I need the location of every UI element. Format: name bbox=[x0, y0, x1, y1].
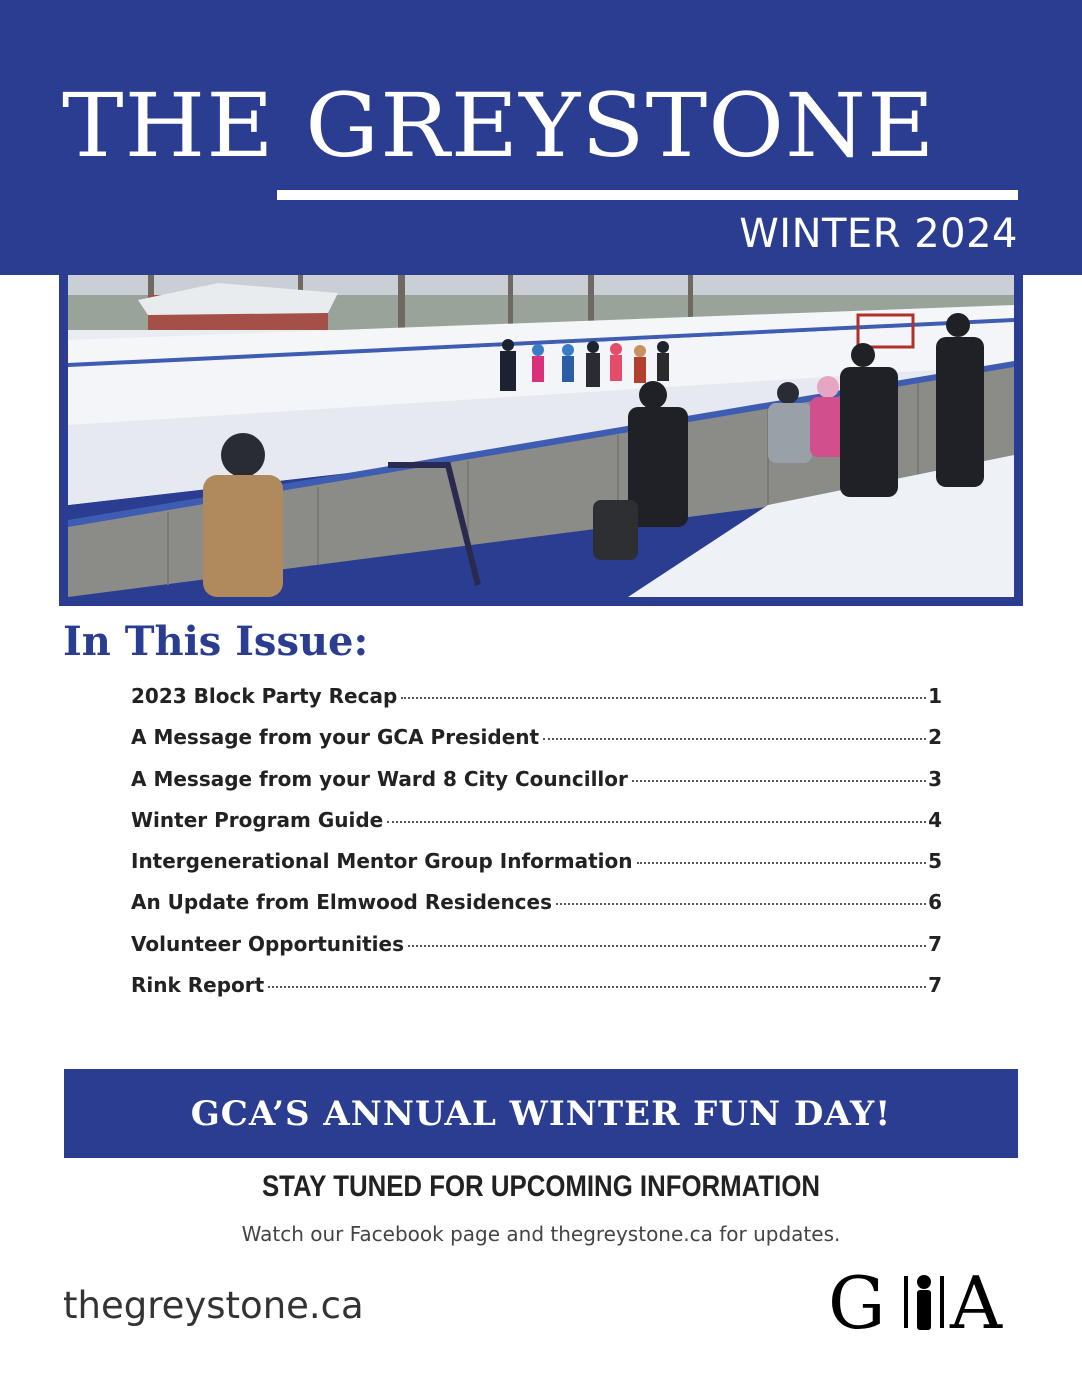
title-underline bbox=[277, 190, 1018, 200]
logo-people-icon bbox=[904, 1275, 944, 1330]
toc-item[interactable] bbox=[131, 767, 942, 808]
winter-fun-day-banner bbox=[64, 1069, 1018, 1158]
masthead bbox=[0, 0, 1082, 275]
logo-letter-a: A bbox=[950, 1268, 1002, 1334]
toc-item-label: Rink Report bbox=[131, 973, 265, 998]
rink-illustration bbox=[68, 275, 1014, 597]
toc-leader bbox=[637, 862, 927, 864]
toc-item-label: An Update from Elmwood Residences bbox=[131, 890, 553, 915]
newsletter-title: THE GREYSTONE bbox=[62, 74, 936, 177]
toc-leader bbox=[543, 738, 926, 740]
toc-leader bbox=[632, 780, 926, 782]
toc-item-label: 2023 Block Party Recap bbox=[131, 684, 398, 708]
toc-item-page: 6 bbox=[928, 890, 942, 915]
toc-item[interactable] bbox=[131, 849, 942, 890]
toc-item-page: 3 bbox=[928, 766, 942, 791]
toc-leader bbox=[387, 821, 926, 823]
toc-leader bbox=[408, 945, 926, 947]
announcement-subhead: STAY TUNED FOR UPCOMING INFORMATION bbox=[261, 1170, 821, 1203]
toc-item[interactable] bbox=[131, 973, 942, 1014]
website-link[interactable]: thegreystone.ca bbox=[63, 1284, 364, 1327]
banner-title: GCA’S ANNUAL WINTER FUN DAY! bbox=[190, 1093, 892, 1134]
toc-leader bbox=[268, 986, 926, 988]
toc-item[interactable] bbox=[131, 890, 942, 931]
toc-item-page: 4 bbox=[928, 807, 942, 832]
toc-leader bbox=[556, 903, 926, 905]
toc-item-page: 7 bbox=[928, 931, 942, 956]
toc-item-label: Intergenerational Mentor Group Information bbox=[131, 849, 633, 874]
toc-item-page: 7 bbox=[928, 973, 942, 998]
toc-item[interactable] bbox=[131, 808, 942, 849]
toc-item[interactable] bbox=[131, 684, 942, 725]
toc-item-label: Volunteer Opportunities bbox=[131, 931, 404, 956]
logo-letter-g: G bbox=[828, 1268, 886, 1334]
toc-item-label: A Message from your Ward 8 City Councillor bbox=[131, 766, 628, 791]
toc-leader bbox=[401, 697, 926, 699]
toc-item[interactable] bbox=[131, 932, 942, 973]
toc-item-page: 1 bbox=[928, 684, 942, 708]
announcement-note: Watch our Facebook page and thegreystone.ca for updates. bbox=[241, 1222, 841, 1246]
toc-item-page: 5 bbox=[928, 849, 942, 874]
toc-item-page: 2 bbox=[928, 725, 942, 750]
toc-heading: In This Issue: bbox=[63, 618, 369, 665]
table-of-contents bbox=[131, 684, 942, 1014]
issue-label: WINTER 2024 bbox=[739, 211, 1018, 257]
cover-photo-frame bbox=[59, 275, 1023, 606]
toc-item[interactable] bbox=[131, 725, 942, 766]
gca-logo bbox=[828, 1268, 1018, 1334]
toc-item-label: Winter Program Guide bbox=[131, 807, 384, 832]
cover-photo bbox=[68, 275, 1014, 597]
toc-item-label: A Message from your GCA President bbox=[131, 725, 540, 750]
